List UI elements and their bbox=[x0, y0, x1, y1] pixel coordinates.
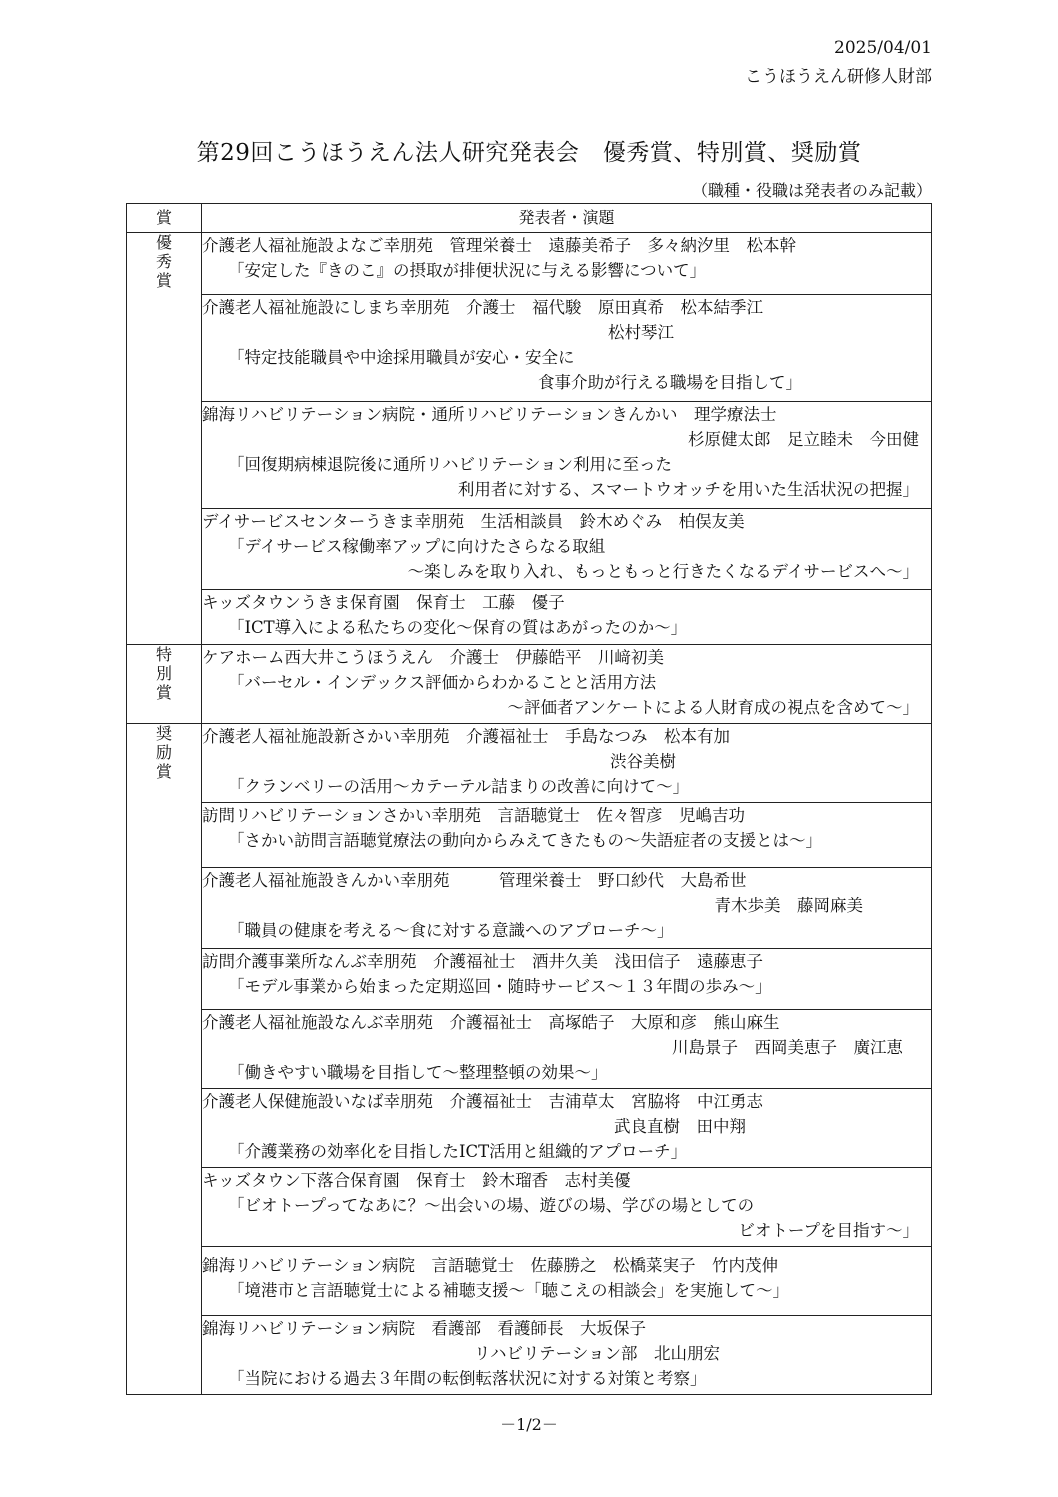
entry-cell: 介護老人保健施設いなば幸朋苑 介護福祉士 吉浦草太 宮脇将 中江勇志 武良直樹 田中翔 「介護業務の効率化を目指したICT活用と組織的アプローチ」 bbox=[202, 1089, 932, 1168]
table-row bbox=[127, 949, 932, 1010]
document-date: 2025/04/01 bbox=[834, 38, 932, 58]
table-row bbox=[127, 1010, 932, 1089]
entry-cell: 訪問介護事業所なんぶ幸朋苑 介護福祉士 酒井久美 浅田信子 遠藤恵子 「モデル事業から始まった定期巡回・随時サービス～１３年間の歩み～」 bbox=[202, 949, 932, 1010]
table-row bbox=[127, 645, 932, 724]
table-row bbox=[127, 1247, 932, 1316]
entry-cell: 介護老人福祉施設新さかい幸朋苑 介護福祉士 手島なつみ 松本有加 渋谷美樹 「クランベリーの活用～カテーテル詰まりの改善に向けて～」 bbox=[202, 724, 932, 803]
table-row bbox=[127, 803, 932, 868]
table-note: （職種・役職は発表者のみ記載） bbox=[691, 181, 932, 200]
page-number: －1/2－ bbox=[500, 1415, 558, 1434]
entry-cell: 介護老人福祉施設よなご幸朋苑 管理栄養士 遠藤美希子 多々納汐里 松本幹 「安定した『きのこ』の摂取が排便状況に与える影響について」 bbox=[202, 233, 932, 295]
table-row bbox=[127, 590, 932, 645]
awards-table bbox=[126, 203, 932, 1395]
entry-cell: キッズタウン下落合保育園 保育士 鈴木瑠香 志村美優 「ビオトープってなあに？～出会いの場、遊びの場、学びの場としての ビオトープを目指す～」 bbox=[202, 1168, 932, 1247]
category-excellent: 優秀賞 bbox=[127, 233, 202, 645]
table-header-row bbox=[127, 204, 932, 233]
presenter-column-header: 発表者・演題 bbox=[202, 204, 932, 233]
table-row bbox=[127, 402, 932, 509]
department-name: こうほうえん研修人財部 bbox=[745, 67, 932, 87]
category-encourage: 奨励賞 bbox=[127, 724, 202, 1395]
table-row bbox=[127, 1089, 932, 1168]
table-row bbox=[127, 724, 932, 803]
entry-cell: キッズタウンうきま保育園 保育士 工藤 優子 「ICT導入による私たちの変化～保育の質はあがったのか～」 bbox=[202, 590, 932, 645]
award-column-header: 賞 bbox=[127, 204, 202, 233]
category-special: 特別賞 bbox=[127, 645, 202, 724]
entry-cell: 介護老人福祉施設にしまち幸朋苑 介護士 福代駿 原田真希 松本結季江 松村琴江 「特定技能職員や中途採用職員が安心・安全に 食事介助が行える職場を目指して」 bbox=[202, 295, 932, 402]
entry-cell: 錦海リハビリテーション病院 言語聴覚士 佐藤勝之 松橋菜実子 竹内茂伸 「境港市と言語聴覚士による補聴支援～「聴こえの相談会」を実施して～」 bbox=[202, 1247, 932, 1316]
table-row bbox=[127, 1316, 932, 1395]
entry-cell: 錦海リハビリテーション病院 看護部 看護師長 大坂保子 リハビリテーション部 北山朋宏 「当院における過去３年間の転倒転落状況に対する対策と考察」 bbox=[202, 1316, 932, 1395]
page-title: 第29回こうほうえん法人研究発表会 優秀賞、特別賞、奨励賞 bbox=[196, 140, 862, 166]
entry-cell: デイサービスセンターうきま幸朋苑 生活相談員 鈴木めぐみ 柏俣友美 「デイサービス稼働率アップに向けたさらなる取組 ～楽しみを取り入れ、もっともっと行きたくなるデイサービスへ～」 bbox=[202, 509, 932, 590]
table-row bbox=[127, 509, 932, 590]
table-row bbox=[127, 868, 932, 949]
entry-cell: 介護老人福祉施設きんかい幸朋苑 管理栄養士 野口紗代 大島希世 青木歩美 藤岡麻美 「職員の健康を考える～食に対する意識へのアプローチ～」 bbox=[202, 868, 932, 949]
table-row bbox=[127, 295, 932, 402]
entry-cell: 介護老人福祉施設なんぶ幸朋苑 介護福祉士 高塚皓子 大原和彦 熊山麻生 川島景子 西岡美恵子 廣江恵 「働きやすい職場を目指して～整理整頓の効果～」 bbox=[202, 1010, 932, 1089]
entry-cell: ケアホーム西大井こうほうえん 介護士 伊藤皓平 川﨑初美 「バーセル・インデックス評価からわかることと活用方法 ～評価者アンケートによる人財育成の視点を含めて～」 bbox=[202, 645, 932, 724]
entry-cell: 訪問リハビリテーションさかい幸朋苑 言語聴覚士 佐々智彦 児嶋吉功 「さかい訪問言語聴覚療法の動向からみえてきたもの～失語症者の支援とは～」 bbox=[202, 803, 932, 868]
table-row bbox=[127, 233, 932, 295]
table-row bbox=[127, 1168, 932, 1247]
entry-cell: 錦海リハビリテーション病院・通所リハビリテーションきんかい 理学療法士 杉原健太郎 足立睦未 今田健 「回復期病棟退院後に通所リハビリテーション利用に至った 利用者に対する、スマートウオッチを用いた生活状況の把握」 bbox=[202, 402, 932, 509]
